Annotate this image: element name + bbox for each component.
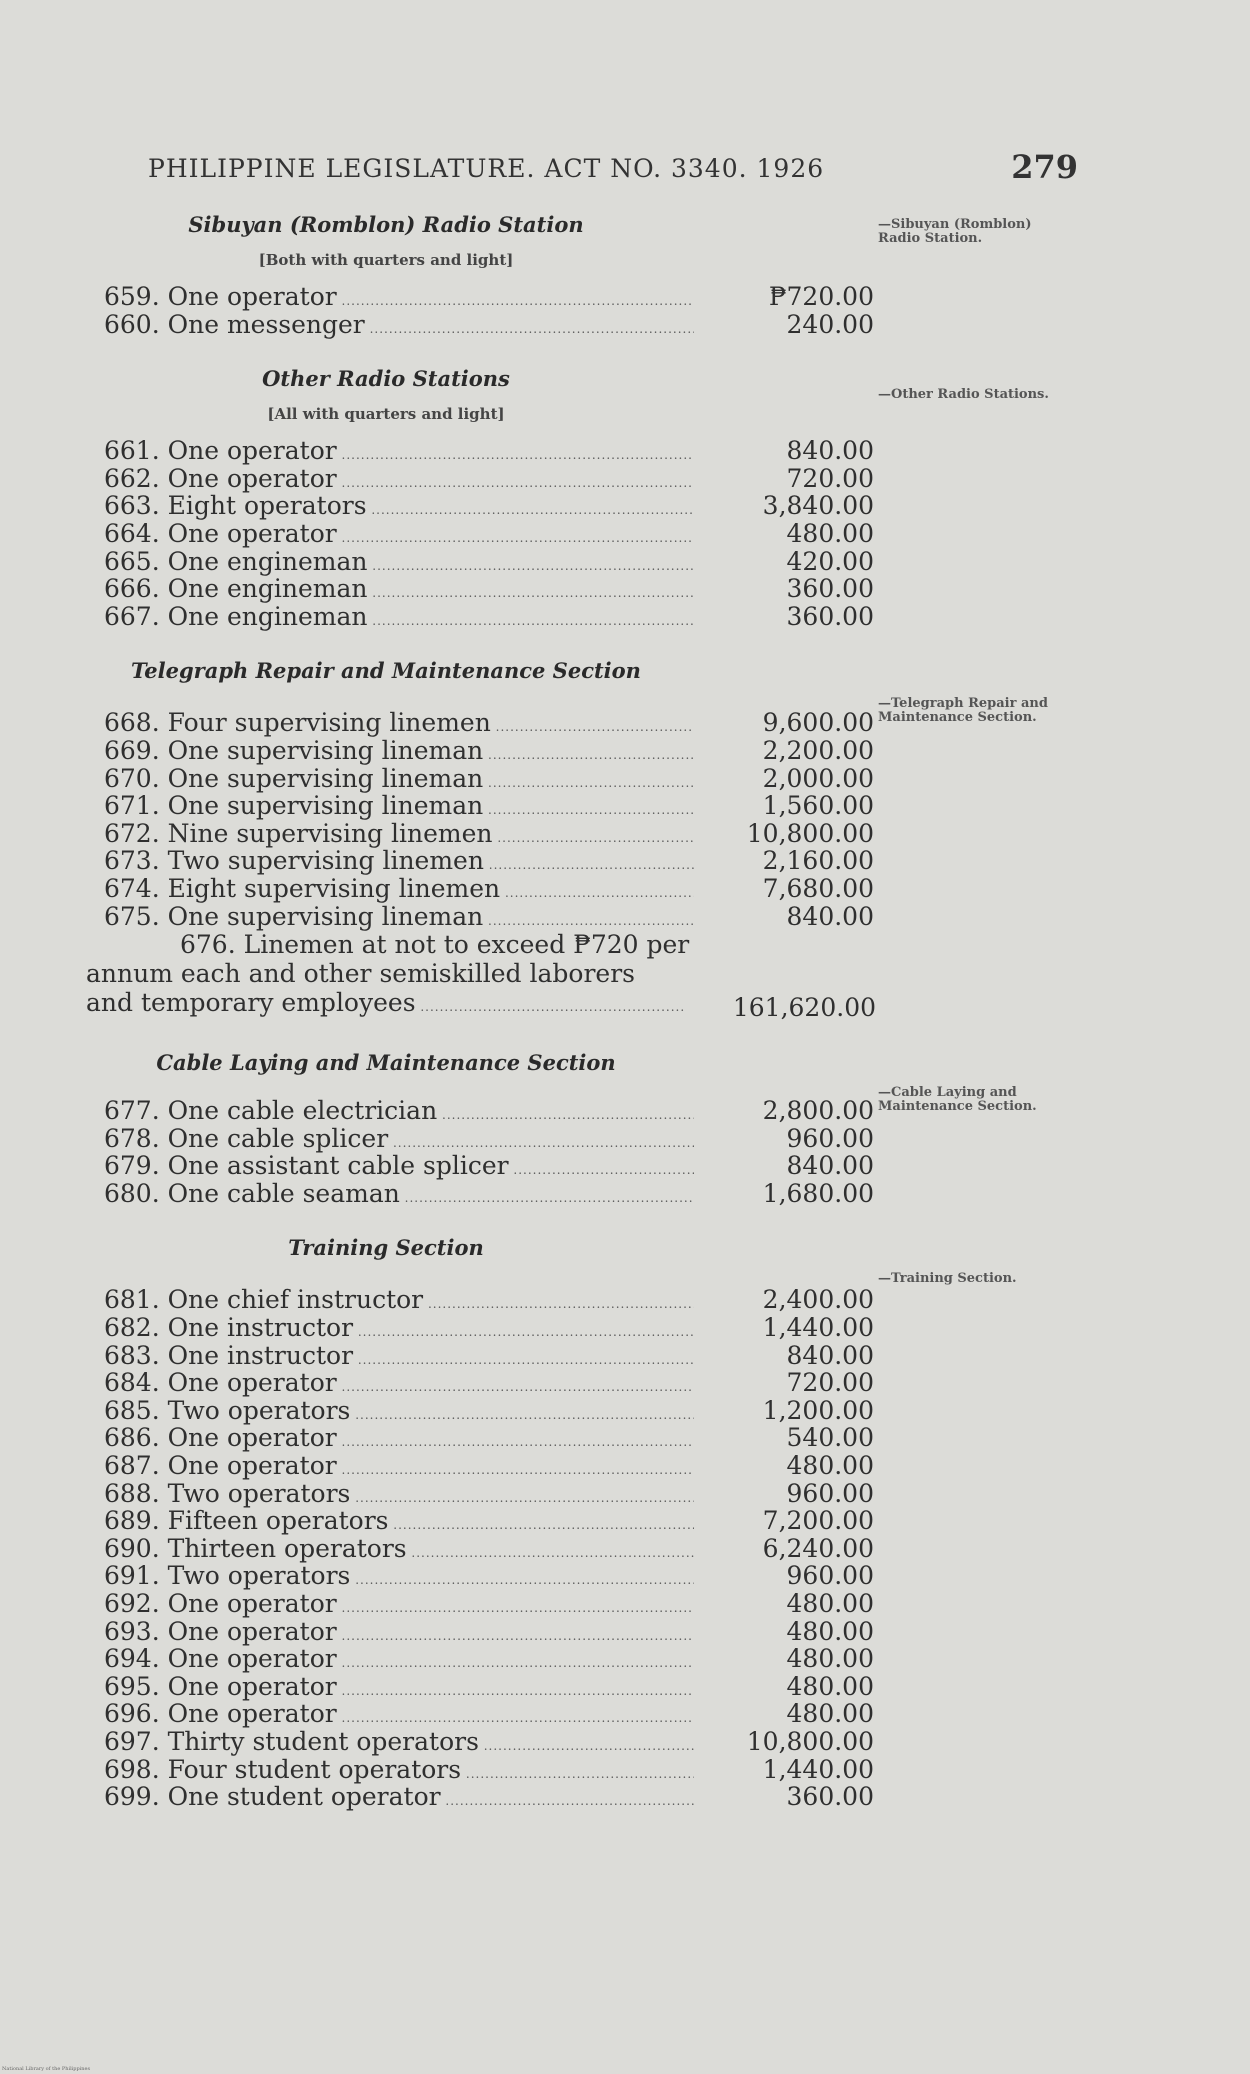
item-description: 681. One chief instructor ..... bbox=[104, 1286, 694, 1319]
line-item bbox=[86, 903, 874, 931]
item-amount: 540.00 bbox=[786, 1423, 874, 1453]
item-description: 693. One operator ..... bbox=[104, 1618, 694, 1651]
item-amount: 2,200.00 bbox=[762, 735, 874, 765]
item-amount: ₱720.00 bbox=[768, 282, 874, 311]
line-item bbox=[86, 847, 874, 875]
item-amount: 7,200.00 bbox=[762, 1506, 874, 1536]
line-item bbox=[86, 311, 874, 339]
item-676-line2: annum each and other semiskilled laborers bbox=[86, 959, 635, 989]
item-description: 683. One instructor ..... bbox=[104, 1342, 694, 1375]
item-amount: 360.00 bbox=[786, 574, 874, 604]
item-amount: 2,000.00 bbox=[762, 763, 874, 793]
item-amount: 1,440.00 bbox=[762, 1754, 874, 1784]
line-item bbox=[86, 283, 874, 311]
line-item bbox=[86, 1369, 874, 1397]
item-amount: 480.00 bbox=[786, 518, 874, 548]
item-description: 687. One operator ..... bbox=[104, 1452, 694, 1485]
item-amount: 7,680.00 bbox=[762, 873, 874, 903]
appropriation-column bbox=[86, 212, 874, 1811]
margin-note-sibuyan: —Sibuyan (Romblon) Radio Station. bbox=[878, 217, 1032, 246]
item-description: 679. One assistant cable splicer ..... bbox=[104, 1152, 694, 1185]
item-amount: 720.00 bbox=[786, 463, 874, 493]
item-description: 691. Two operators ..... bbox=[104, 1562, 694, 1595]
line-item bbox=[86, 1342, 874, 1370]
line-item bbox=[86, 1645, 874, 1673]
item-amount: 240.00 bbox=[786, 309, 874, 339]
item-amount: 6,240.00 bbox=[762, 1533, 874, 1563]
item-amount: 480.00 bbox=[786, 1699, 874, 1729]
item-amount: 480.00 bbox=[786, 1644, 874, 1674]
item-amount: 720.00 bbox=[786, 1368, 874, 1398]
section-title: Telegraph Repair and Maintenance Section bbox=[131, 658, 641, 684]
item-amount: 480.00 bbox=[786, 1616, 874, 1646]
line-item bbox=[86, 1562, 874, 1590]
item-amount: 2,400.00 bbox=[762, 1285, 874, 1315]
section-sibuyan bbox=[86, 212, 874, 338]
line-item bbox=[86, 1590, 874, 1618]
item-description: 682. One instructor ..... bbox=[104, 1314, 694, 1347]
item-list bbox=[86, 709, 874, 930]
line-item bbox=[86, 1314, 874, 1342]
item-amount: 1,560.00 bbox=[762, 791, 874, 821]
item-description: 673. Two supervising linemen ..... bbox=[104, 847, 694, 880]
item-description: 668. Four supervising linemen ..... bbox=[104, 709, 694, 742]
running-head: PHILIPPINE LEGISLATURE. ACT NO. 3340. 1926 bbox=[148, 154, 825, 183]
line-item bbox=[86, 1700, 874, 1728]
item-description: 661. One operator ..... bbox=[104, 437, 694, 470]
item-description: 696. One operator ..... bbox=[104, 1700, 694, 1733]
item-description: 699. One student operator ..... bbox=[104, 1783, 694, 1816]
line-item bbox=[86, 492, 874, 520]
line-item bbox=[86, 709, 874, 737]
line-item bbox=[86, 1673, 874, 1701]
item-list bbox=[86, 283, 874, 338]
line-item bbox=[86, 1125, 874, 1153]
line-item bbox=[86, 1756, 874, 1784]
item-description: 678. One cable splicer ..... bbox=[104, 1125, 694, 1158]
line-item bbox=[86, 603, 874, 631]
section-title: Other Radio Stations bbox=[262, 366, 510, 392]
section-training bbox=[86, 1235, 874, 1810]
item-amount: 480.00 bbox=[786, 1451, 874, 1481]
item-description: 688. Two operators ..... bbox=[104, 1480, 694, 1513]
section-telegraph-repair bbox=[86, 658, 874, 1022]
line-item bbox=[86, 1424, 874, 1452]
item-amount: 840.00 bbox=[786, 1340, 874, 1370]
item-amount: 840.00 bbox=[786, 436, 874, 466]
item-amount: 840.00 bbox=[786, 901, 874, 931]
item-description: 697. Thirty student operators ..... bbox=[104, 1728, 694, 1761]
item-description: 692. One operator ..... bbox=[104, 1590, 694, 1623]
item-amount: 10,800.00 bbox=[746, 818, 874, 848]
item-amount: 360.00 bbox=[786, 1782, 874, 1812]
line-item bbox=[86, 737, 874, 765]
item-description: 690. Thirteen operators ..... bbox=[104, 1535, 694, 1568]
line-item bbox=[86, 465, 874, 493]
item-676-amount: 161,620.00 bbox=[732, 993, 876, 1023]
margin-note-cable: —Cable Laying and Maintenance Section. bbox=[878, 1085, 1037, 1114]
item-676 bbox=[86, 930, 876, 1022]
item-amount: 1,200.00 bbox=[762, 1395, 874, 1425]
item-description: 662. One operator ..... bbox=[104, 465, 694, 498]
line-item bbox=[86, 575, 874, 603]
item-description: 684. One operator ..... bbox=[104, 1369, 694, 1402]
line-item bbox=[86, 765, 874, 793]
margin-note-telegraph: —Telegraph Repair and Maintenance Section. bbox=[878, 696, 1048, 725]
line-item bbox=[86, 1286, 874, 1314]
section-title: Cable Laying and Maintenance Section bbox=[156, 1050, 616, 1076]
line-item bbox=[86, 1535, 874, 1563]
item-amount: 840.00 bbox=[786, 1151, 874, 1181]
margin-note-other-radio: —Other Radio Stations. bbox=[878, 387, 1049, 402]
line-item bbox=[86, 1397, 874, 1425]
item-amount: 9,600.00 bbox=[762, 708, 874, 738]
item-description: 672. Nine supervising linemen ..... bbox=[104, 820, 694, 853]
item-amount: 1,680.00 bbox=[762, 1178, 874, 1208]
margin-note-training: —Training Section. bbox=[878, 1271, 1017, 1286]
item-description: 663. Eight operators ..... bbox=[104, 492, 694, 525]
item-amount: 3,840.00 bbox=[762, 491, 874, 521]
line-item bbox=[86, 520, 874, 548]
item-amount: 480.00 bbox=[786, 1589, 874, 1618]
footer-credit: National Library of the Philippines bbox=[2, 2066, 91, 2072]
item-description: 674. Eight supervising linemen ..... bbox=[104, 875, 694, 908]
item-description: 670. One supervising lineman ..... bbox=[104, 765, 694, 798]
section-title: Sibuyan (Romblon) Radio Station bbox=[188, 212, 584, 237]
item-description: 695. One operator ..... bbox=[104, 1673, 694, 1706]
line-item bbox=[86, 1618, 874, 1646]
item-list bbox=[86, 437, 874, 630]
item-description: 677. One cable electrician ..... bbox=[104, 1097, 694, 1130]
item-amount: 360.00 bbox=[786, 601, 874, 631]
item-list bbox=[86, 1097, 874, 1207]
line-item bbox=[86, 875, 874, 903]
item-description: 660. One messenger ..... bbox=[104, 311, 694, 344]
item-amount: 480.00 bbox=[786, 1671, 874, 1701]
item-amount: 2,800.00 bbox=[762, 1096, 874, 1126]
item-amount: 2,160.00 bbox=[762, 846, 874, 876]
section-title: Training Section bbox=[288, 1235, 484, 1261]
item-amount: 960.00 bbox=[786, 1478, 874, 1508]
item-description: 689. Fifteen operators ..... bbox=[104, 1507, 694, 1540]
item-676-line1: 676. Linemen at not to exceed ₱720 per bbox=[180, 930, 690, 960]
line-item bbox=[86, 1783, 874, 1811]
line-item bbox=[86, 1728, 874, 1756]
item-amount: 1,440.00 bbox=[762, 1313, 874, 1343]
section-cable-laying bbox=[86, 1050, 874, 1207]
line-item bbox=[86, 1180, 874, 1208]
line-item bbox=[86, 1452, 874, 1480]
item-description: 680. One cable seaman ..... bbox=[104, 1180, 694, 1213]
item-amount: 960.00 bbox=[786, 1561, 874, 1591]
line-item bbox=[86, 1480, 874, 1508]
item-description: 686. One operator ..... bbox=[104, 1424, 694, 1457]
item-description: 671. One supervising lineman ..... bbox=[104, 792, 694, 825]
line-item bbox=[86, 548, 874, 576]
line-item bbox=[86, 437, 874, 465]
item-description: 664. One operator ..... bbox=[104, 520, 694, 553]
item-list bbox=[86, 1286, 874, 1810]
item-description: 675. One supervising lineman ..... bbox=[104, 903, 694, 936]
item-description: 666. One engineman ..... bbox=[104, 575, 694, 608]
section-other-radio bbox=[86, 366, 874, 630]
item-676-line3: and temporary employees ..... bbox=[86, 988, 686, 1022]
page-number: 279 bbox=[1011, 148, 1078, 186]
item-amount: 960.00 bbox=[786, 1123, 874, 1153]
item-description: 659. One operator ..... bbox=[104, 283, 694, 316]
section-subtitle: [Both with quarters and light] bbox=[258, 251, 514, 269]
line-item bbox=[86, 820, 874, 848]
line-item bbox=[86, 1507, 874, 1535]
item-description: 665. One engineman ..... bbox=[104, 548, 694, 581]
line-item bbox=[86, 1152, 874, 1180]
item-description: 685. Two operators ..... bbox=[104, 1397, 694, 1430]
line-item bbox=[86, 792, 874, 820]
section-subtitle: [All with quarters and light] bbox=[267, 405, 505, 424]
item-description: 667. One engineman ..... bbox=[104, 603, 694, 636]
item-amount: 10,800.00 bbox=[746, 1726, 874, 1756]
item-description: 698. Four student operators ..... bbox=[104, 1756, 694, 1789]
item-description: 669. One supervising lineman ..... bbox=[104, 737, 694, 770]
item-amount: 420.00 bbox=[786, 546, 874, 576]
item-description: 694. One operator ..... bbox=[104, 1645, 694, 1678]
line-item bbox=[86, 1097, 874, 1125]
